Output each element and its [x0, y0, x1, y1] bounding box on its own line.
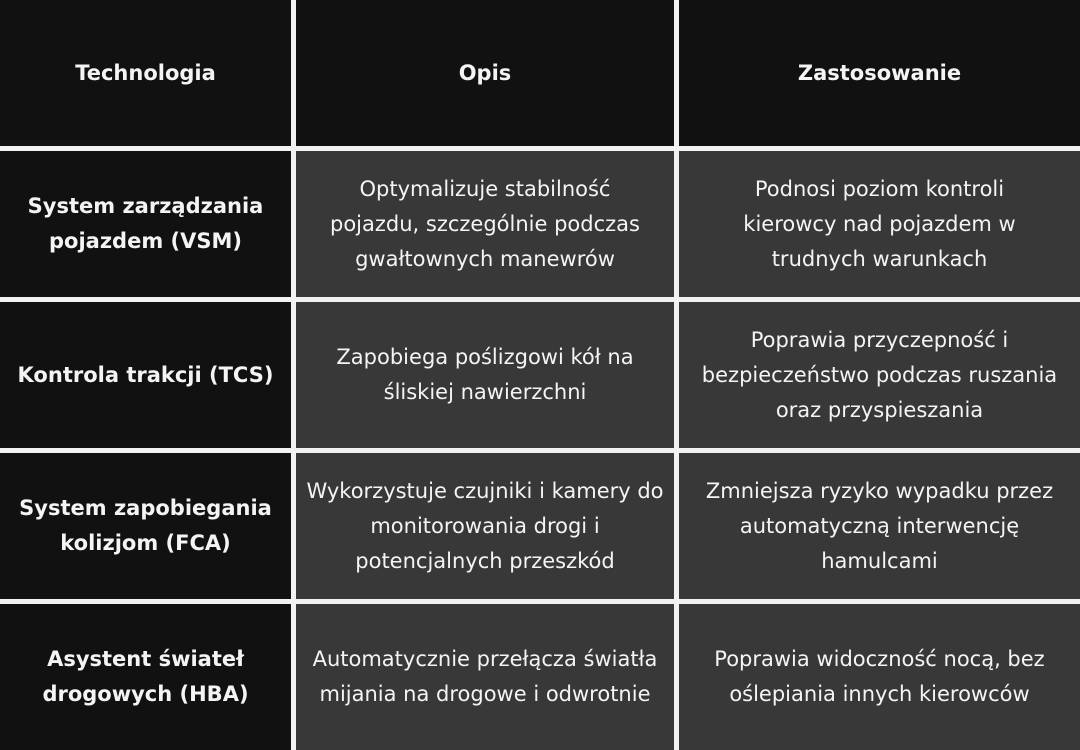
header-opis: [296, 0, 674, 146]
row-3-application: [679, 453, 1080, 599]
header-label: Zastosowanie: [797, 61, 962, 85]
row-4-technology: [0, 604, 291, 750]
header-label: Technologia: [75, 61, 216, 85]
row-3-description: [296, 453, 674, 599]
row-2-technology: [0, 302, 291, 448]
row-2-description: [296, 302, 674, 448]
row-1-application: [679, 151, 1080, 297]
row-1-description: [296, 151, 674, 297]
description-text: Zapobiega poślizgowi kół na śliskiej nawierzchni: [336, 345, 634, 404]
header-label: Opis: [458, 61, 512, 85]
row-3-technology: [0, 453, 291, 599]
row-1-technology: [0, 151, 291, 297]
application-text: Podnosi poziom kontroli kierowcy nad pojazdem w trudnych warunkach: [743, 176, 1016, 271]
description-text: Wykorzystuje czujniki i kamery do monitorowania drogi i potencjalnych przeszkód: [306, 478, 664, 573]
application-text: Poprawia przyczepność i bezpieczeństwo podczas ruszania oraz przyspieszania: [701, 327, 1058, 422]
technology-name: System zapobiegania kolizjom (FCA): [19, 496, 272, 555]
description-text: Optymalizuje stabilność pojazdu, szczególnie podczas gwałtownych manewrów: [330, 176, 640, 271]
technology-name: Kontrola trakcji (TCS): [17, 362, 274, 387]
description-text: Automatycznie przełącza światła mijania na drogowe i odwrotnie: [312, 647, 658, 706]
application-text: Zmniejsza ryzyko wypadku przez automatyczną interwencję hamulcami: [705, 478, 1054, 573]
technology-name: Asystent świateł drogowych (HBA): [42, 647, 249, 706]
header-technologia: [0, 0, 291, 146]
row-4-application: [679, 604, 1080, 750]
technology-name: System zarządzania pojazdem (VSM): [27, 194, 264, 253]
header-zastosowanie: [679, 0, 1080, 146]
row-4-description: [296, 604, 674, 750]
row-2-application: [679, 302, 1080, 448]
application-text: Poprawia widoczność nocą, bez oślepiania innych kierowców: [714, 647, 1045, 706]
